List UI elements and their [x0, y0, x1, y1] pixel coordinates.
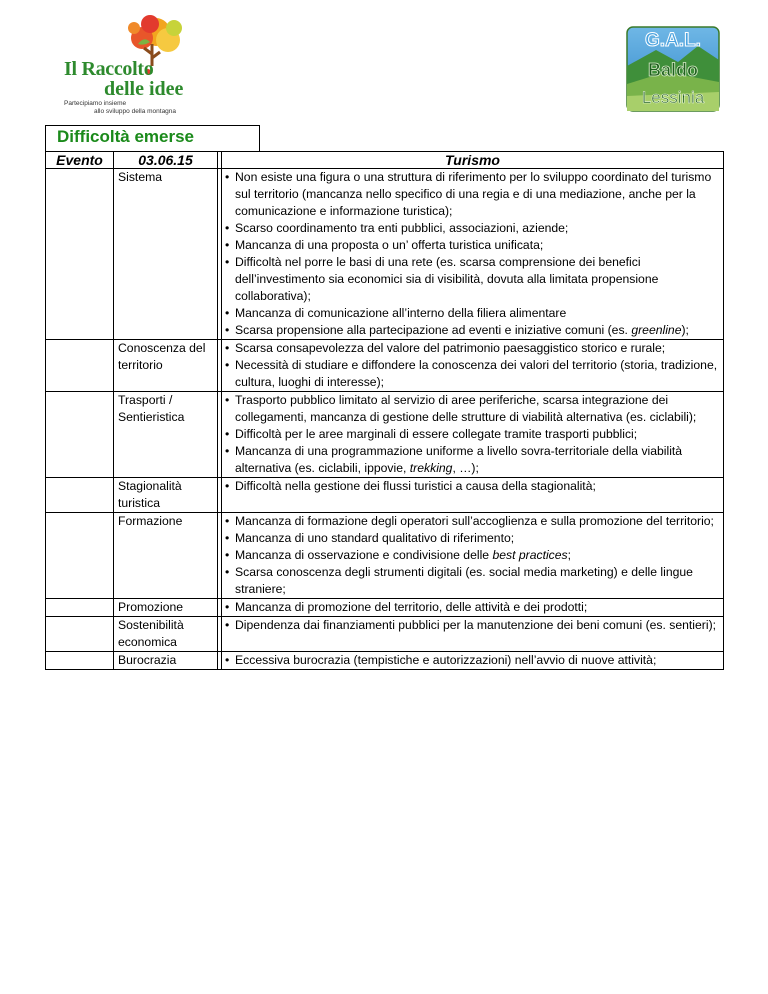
difficulty-list	[224, 599, 721, 616]
difficulty-list	[224, 513, 721, 598]
list-item: • Mancanza di uno standard qualitativo di riferimento;	[224, 530, 721, 547]
logo-title-line2: delle idee	[104, 78, 184, 100]
list-item: • Difficoltà nella gestione dei flussi turistici a causa della stagionalità;	[224, 478, 721, 495]
turismo-cell	[222, 513, 724, 599]
turismo-cell	[222, 392, 724, 478]
category-cell: Promozione	[114, 599, 218, 617]
table-row	[46, 617, 724, 652]
header-date: 03.06.15	[114, 152, 218, 169]
list-item: • Mancanza di una proposta o un’ offerta turistica unificata;	[224, 237, 721, 254]
evento-cell	[46, 599, 114, 617]
evento-cell	[46, 340, 114, 392]
list-item: • Mancanza di formazione degli operatori sull’accoglienza e sulla promozione del territorio;	[224, 513, 721, 530]
evento-cell	[46, 617, 114, 652]
header-turismo: Turismo	[222, 152, 724, 169]
list-item: • Trasporto pubblico limitato al servizio di aree periferiche, scarsa integrazione dei collegamenti, mancanza di gestione delle strutture di viabilità alternativa (es. ciclabili);	[224, 392, 721, 426]
logo-lessinia-text: Lessinia	[641, 88, 705, 107]
logo-tagline-line1: Partecipiamo insieme	[64, 100, 127, 107]
table-row	[46, 392, 724, 478]
list-item: • Scarso coordinamento tra enti pubblici, associazioni, aziende;	[224, 220, 721, 237]
category-cell: Sistema	[114, 169, 218, 340]
logo-tagline-line2: allo sviluppo della montagna	[94, 108, 177, 115]
difficulty-list	[224, 617, 721, 634]
turismo-cell	[222, 599, 724, 617]
turismo-cell	[222, 340, 724, 392]
category-cell: Conoscenza del territorio	[114, 340, 218, 392]
table-row	[46, 478, 724, 513]
logo-gal-text: G.A.L.	[645, 30, 701, 51]
table-row	[46, 652, 724, 670]
evento-cell	[46, 169, 114, 340]
category-cell: Stagionalità turistica	[114, 478, 218, 513]
difficulty-list	[224, 392, 721, 477]
raccolto-logo	[60, 14, 210, 115]
list-item: • Mancanza di osservazione e condivisione delle best practices;	[224, 547, 721, 564]
table-row	[46, 169, 724, 340]
table-header-row	[46, 152, 724, 169]
table-row	[46, 340, 724, 392]
list-item: • Scarsa consapevolezza del valore del patrimonio paesaggistico storico e rurale;	[224, 340, 721, 357]
list-item: • Mancanza di promozione del territorio, delle attività e dei prodotti;	[224, 599, 721, 616]
category-cell: Trasporti / Sentieristica	[114, 392, 218, 478]
logo-baldo-text: Baldo	[647, 60, 699, 80]
evento-cell	[46, 652, 114, 670]
turismo-cell	[222, 169, 724, 340]
list-item: • Eccessiva burocrazia (tempistiche e autorizzazioni) nell’avvio di nuove attività;	[224, 652, 721, 669]
list-item: • Difficoltà per le aree marginali di essere collegate tramite trasporti pubblici;	[224, 426, 721, 443]
difficulty-list	[224, 340, 721, 391]
category-cell: Formazione	[114, 513, 218, 599]
list-item: • Scarsa conoscenza degli strumenti digitali (es. social media marketing) e delle lingue straniere;	[224, 564, 721, 598]
difficulty-list	[224, 652, 721, 669]
table-row	[46, 513, 724, 599]
turismo-cell	[222, 478, 724, 513]
list-item: • Mancanza di comunicazione all’interno della filiera alimentare	[224, 305, 721, 322]
gal-baldo-lessinia-logo	[626, 26, 720, 112]
evento-cell	[46, 478, 114, 513]
section-heading: Difficoltà emerse	[57, 127, 194, 146]
category-cell: Burocrazia	[114, 652, 218, 670]
list-item: • Necessità di studiare e diffondere la conoscenza dei valori del territorio (storia, tradizione, cultura, luoghi di interesse);	[224, 357, 721, 391]
table-row	[46, 599, 724, 617]
list-item: • Non esiste una figura o una struttura di riferimento per lo sviluppo coordinato del turismo sul territorio (mancanza nello specifico di una regia e di una mediazione, anche per la comunicazione e informazione turistica);	[224, 169, 721, 220]
turismo-cell	[222, 652, 724, 670]
turismo-cell	[222, 617, 724, 652]
difficulty-list	[224, 169, 721, 339]
list-item: • Mancanza di una programmazione uniforme a livello sovra-territoriale della viabilità alternativa (es. ciclabili, ippovie, trekking, …);	[224, 443, 721, 477]
category-cell: Sostenibilità economica	[114, 617, 218, 652]
difficulties-table	[45, 151, 724, 670]
difficulty-list	[224, 478, 721, 495]
list-item: • Scarsa propensione alla partecipazione ad eventi e iniziative comuni (es. greenline);	[224, 322, 721, 339]
evento-cell	[46, 392, 114, 478]
logo-title-line1: Il Raccolto	[64, 58, 154, 80]
list-item: • Difficoltà nel porre le basi di una rete (es. scarsa comprensione dei benefici dell’investimento sia economici sia di visibilità, dovuta alla limitata propensione collaborativa);	[224, 254, 721, 305]
evento-cell	[46, 513, 114, 599]
header-evento: Evento	[46, 152, 114, 169]
list-item: • Dipendenza dai finanziamenti pubblici per la manutenzione dei beni comuni (es. sentieri);	[224, 617, 721, 634]
